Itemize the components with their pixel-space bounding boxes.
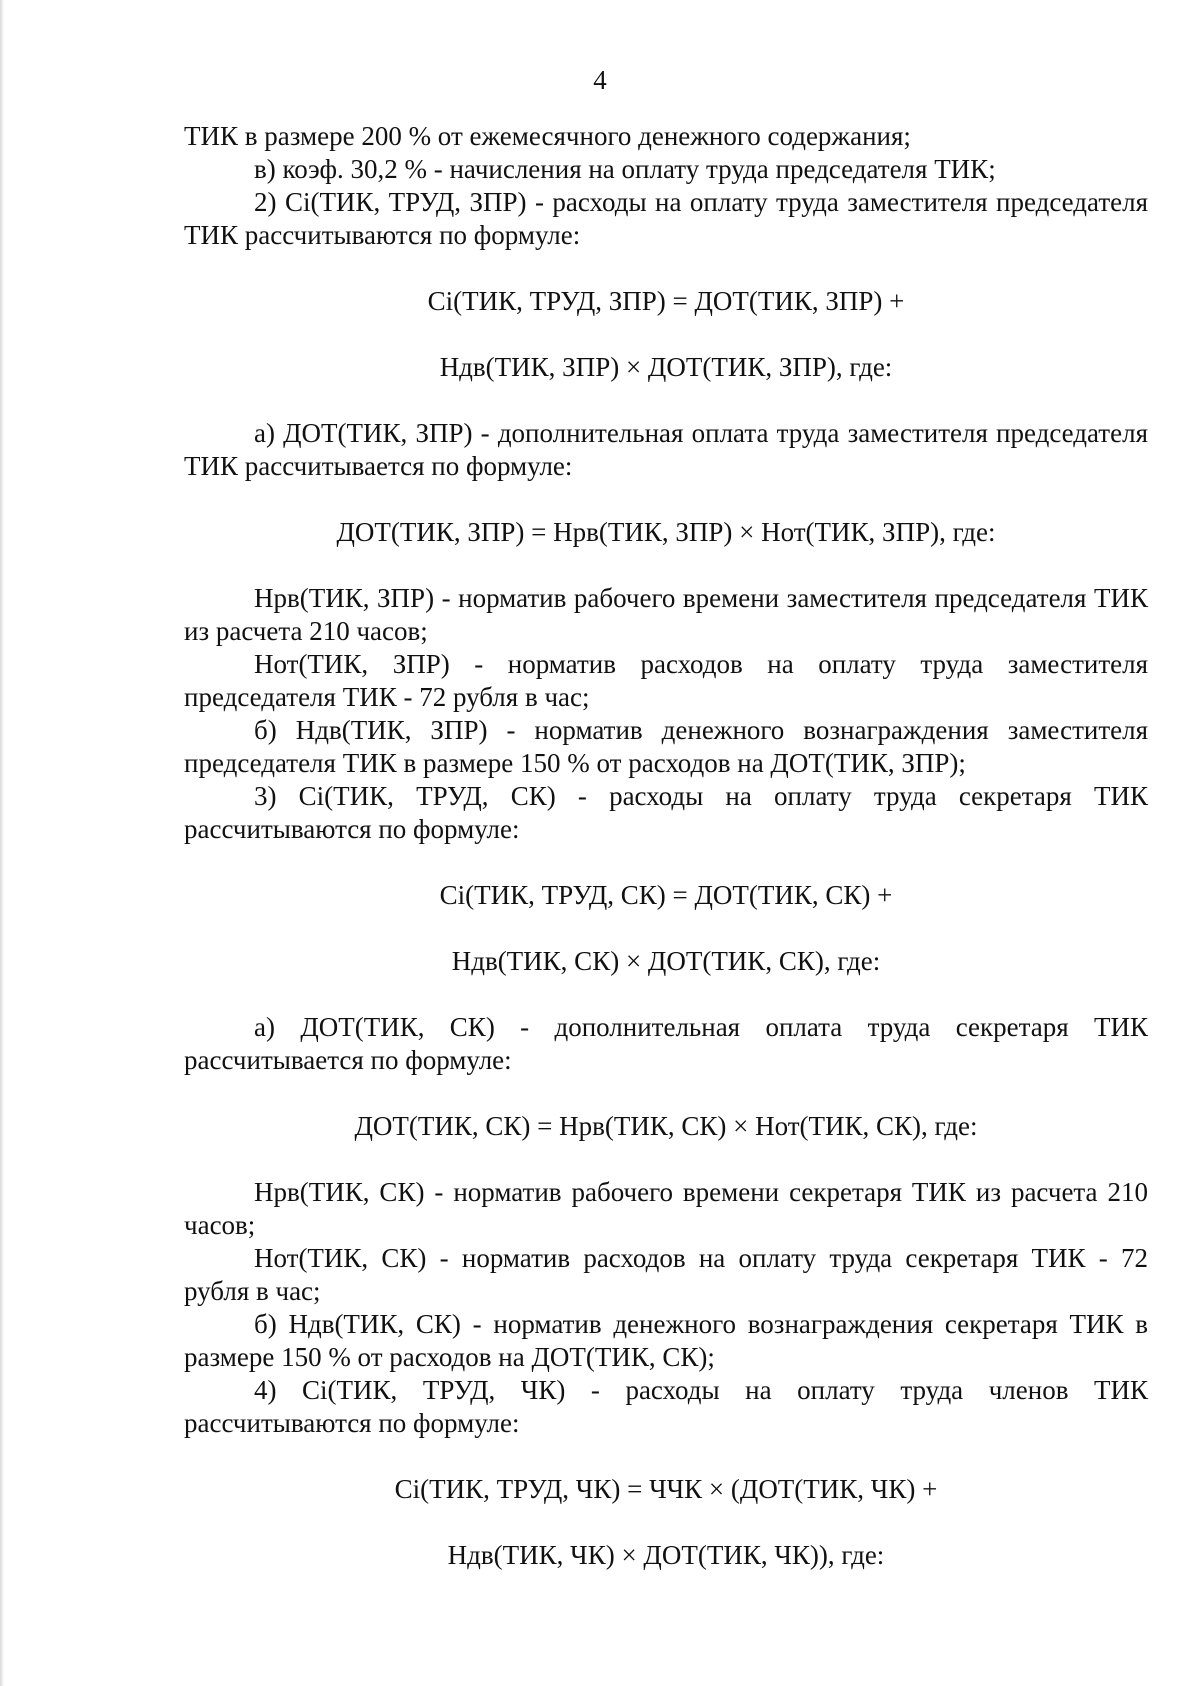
formula-deputy-line-2: Ндв(ТИК, ЗПР) × ДОТ(ТИК, ЗПР), где: bbox=[439, 352, 893, 382]
scan-edge bbox=[0, 0, 4, 1686]
page-number: 4 bbox=[593, 65, 607, 95]
paragraph-deputy-dot: а) ДОТ(ТИК, ЗПР) - дополнительная оплата труда заместителя председателя ТИК рассчитывается по формуле: bbox=[184, 418, 1148, 481]
formula-deputy-line-1: Ci(ТИК, ТРУД, ЗПР) = ДОТ(ТИК, ЗПР) + bbox=[427, 286, 905, 316]
paragraph-deputy-nrv: Нрв(ТИК, ЗПР) - норматив рабочего времени заместителя председателя ТИК из расчета 210 часов; bbox=[184, 583, 1148, 646]
paragraph-secretary-dot: а) ДОТ(ТИК, СК) - дополнительная оплата труда секретаря ТИК рассчитывается по формуле: bbox=[184, 1012, 1148, 1075]
paragraph-continuation: ТИК в размере 200 % от ежемесячного денежного содержания; bbox=[184, 121, 911, 151]
paragraph-item-v-coefficient: в) коэф. 30,2 % - начисления на оплату труда председателя ТИК; bbox=[254, 154, 996, 184]
paragraph-secretary-not: Нот(ТИК, СК) - норматив расходов на оплату труда секретаря ТИК - 72 рубля в час; bbox=[184, 1243, 1148, 1306]
paragraph-item-2-deputy-chair: 2) Ci(ТИК, ТРУД, ЗПР) - расходы на оплату труда заместителя председателя ТИК рассчитываются по формуле: bbox=[184, 187, 1148, 250]
paragraph-secretary-nrv: Нрв(ТИК, СК) - норматив рабочего времени секретаря ТИК из расчета 210 часов; bbox=[184, 1177, 1148, 1240]
formula-members-line-2: Ндв(ТИК, ЧК) × ДОТ(ТИК, ЧК)), где: bbox=[447, 1540, 885, 1570]
paragraph-secretary-ndv: б) Ндв(ТИК, СК) - норматив денежного вознаграждения секретаря ТИК в размере 150 % от расходов на ДОТ(ТИК, СК); bbox=[184, 1309, 1148, 1372]
formula-secretary-line-2: Ндв(ТИК, СК) × ДОТ(ТИК, СК), где: bbox=[451, 946, 881, 976]
paragraph-item-4-members: 4) Ci(ТИК, ТРУД, ЧК) - расходы на оплату труда членов ТИК рассчитываются по формуле: bbox=[184, 1375, 1148, 1438]
formula-secretary-dot: ДОТ(ТИК, СК) = Нрв(ТИК, СК) × Нот(ТИК, СК), где: bbox=[354, 1111, 978, 1141]
formula-members-line-1: Ci(ТИК, ТРУД, ЧК) = ЧЧК × (ДОТ(ТИК, ЧК) + bbox=[394, 1474, 938, 1504]
paragraph-deputy-not: Нот(ТИК, ЗПР) - норматив расходов на оплату труда заместителя председателя ТИК - 72 рубля в час; bbox=[184, 649, 1148, 712]
paragraph-item-3-secretary: 3) Ci(ТИК, ТРУД, СК) - расходы на оплату труда секретаря ТИК рассчитываются по формуле: bbox=[184, 781, 1148, 844]
paragraph-deputy-ndv: б) Ндв(ТИК, ЗПР) - норматив денежного вознаграждения заместителя председателя ТИК в размере 150 % от расходов на ДОТ(ТИК, ЗПР); bbox=[184, 715, 1148, 778]
formula-secretary-line-1: Ci(ТИК, ТРУД, СК) = ДОТ(ТИК, СК) + bbox=[439, 880, 893, 910]
document-body bbox=[184, 120, 1148, 1572]
formula-deputy-dot: ДОТ(ТИК, ЗПР) = Нрв(ТИК, ЗПР) × Нот(ТИК, ЗПР), где: bbox=[336, 517, 996, 547]
